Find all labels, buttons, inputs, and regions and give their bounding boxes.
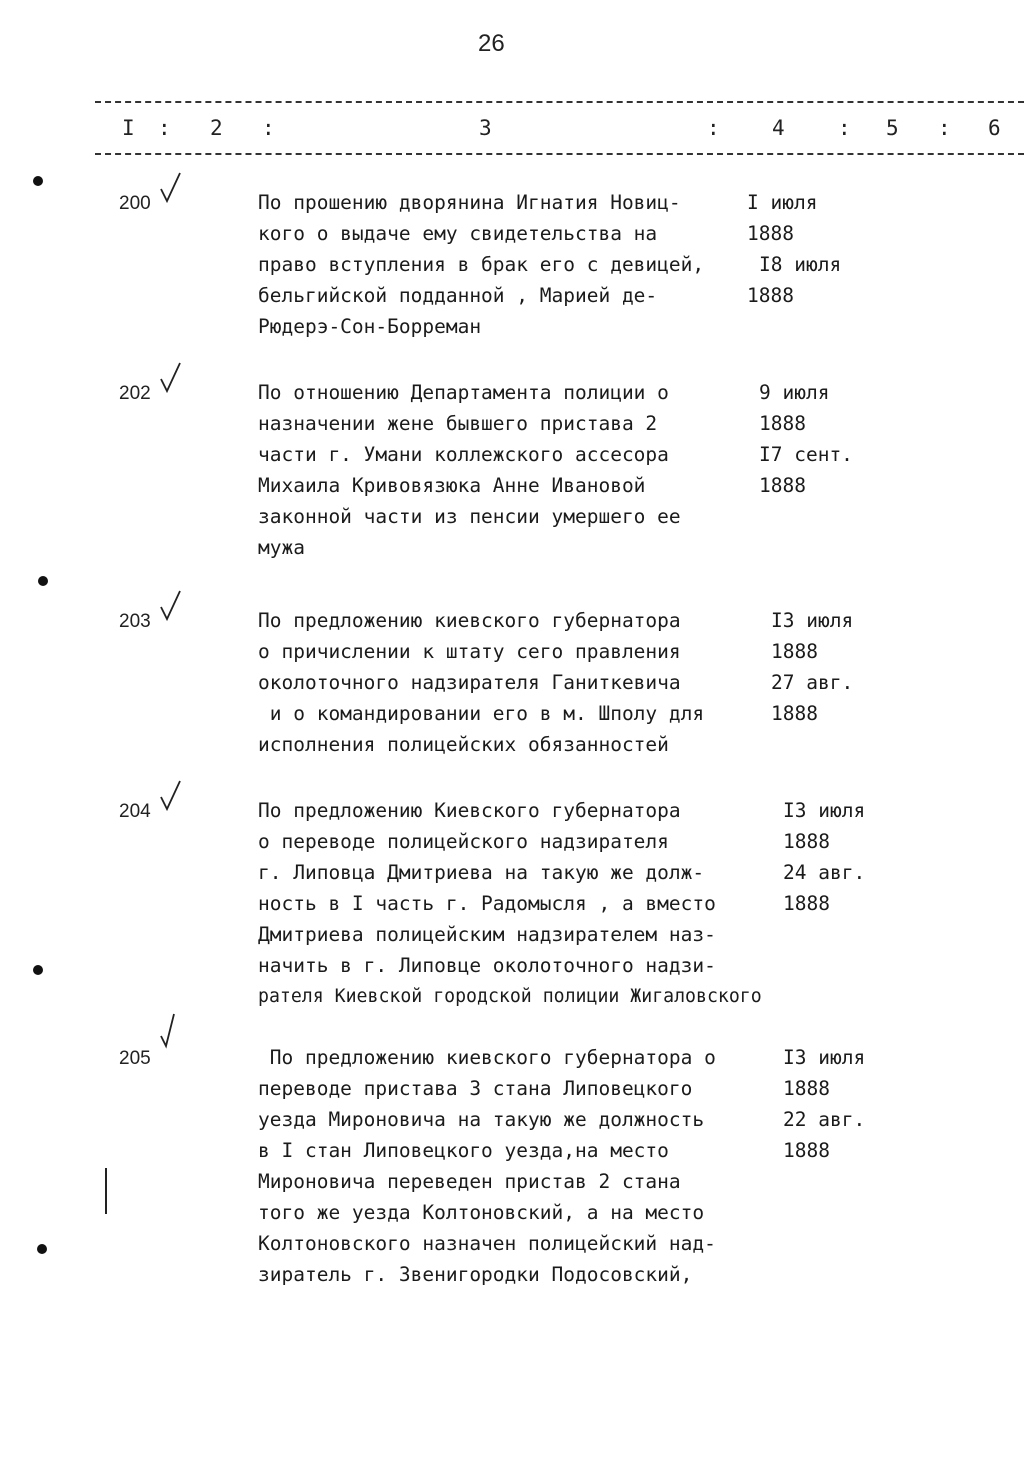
- column-header-1: I: [122, 116, 135, 140]
- binder-hole-mark: [33, 176, 43, 186]
- column-separator: :: [262, 116, 275, 140]
- entry-description-line: кого о выдаче ему свидетельства на: [258, 222, 658, 245]
- column-separator: :: [158, 116, 171, 140]
- entry-description-line: части г. Умани коллежского ассесора: [258, 443, 669, 466]
- entry-description-line: По отношению Департамента полиции о: [258, 381, 669, 404]
- entry-date-line: 9 июля: [759, 381, 830, 404]
- entry-description-line: околоточного надзирателя Ганиткевича: [258, 671, 681, 694]
- header-top-rule: [95, 101, 1024, 103]
- entry-date-line: 22 авг.: [783, 1108, 866, 1131]
- entry-description-line: в I стан Липовецкого уезда,на место: [258, 1139, 669, 1162]
- entry-date-line: 24 авг.: [783, 861, 866, 884]
- entry-date-line: 1888: [771, 702, 818, 725]
- entry-description-line: Колтоновского назначен полицейский над-: [258, 1232, 716, 1255]
- entry-date-line: 1888: [783, 1077, 830, 1100]
- entry-description-line: начить в г. Липовце околоточного надзи-: [258, 954, 716, 977]
- entry-date-line: I3 июля: [783, 799, 866, 822]
- entry-description-line: По прошению дворянина Игнатия Новиц-: [258, 191, 681, 214]
- entry-date-line: I8 июля: [759, 253, 842, 276]
- entry-description-line: По предложению киевского губернатора: [258, 609, 681, 632]
- column-header-3: 3: [479, 116, 492, 140]
- entry-description-line: того же уезда Колтоновский, а на место: [258, 1201, 705, 1224]
- entry-date-line: 1888: [783, 1139, 830, 1162]
- check-mark-icon: [158, 1012, 184, 1052]
- entry-date-line: I3 июля: [771, 609, 854, 632]
- entry-description-line: зиратель г. Звенигородки Подосовский,: [258, 1263, 693, 1286]
- entry-description-line: Дмитриева полицейским надзирателем наз-: [258, 923, 716, 946]
- entry-date-line: 1888: [747, 222, 794, 245]
- check-mark-icon: [158, 171, 184, 207]
- header-bottom-rule: [95, 153, 1024, 155]
- column-header-5: 5: [886, 116, 899, 140]
- entry-description-line: Мироновича переведен пристав 2 стана: [258, 1170, 681, 1193]
- entry-description-line: исполнения полицейских обязанностей: [258, 733, 669, 756]
- binder-hole-mark: [38, 576, 48, 586]
- page-number: 26: [478, 30, 505, 57]
- entry-description-line: законной части из пенсии умершего ее: [258, 505, 681, 528]
- entry-description-line: По предложению Киевского губернатора: [258, 799, 681, 822]
- column-separator: :: [838, 116, 851, 140]
- check-mark-icon: [158, 779, 184, 815]
- column-header-4: 4: [772, 116, 785, 140]
- entry-date-line: 1888: [759, 474, 806, 497]
- entry-description-line: Рюдерэ-Сон-Борреман: [258, 315, 482, 338]
- entry-description-line: переводе пристава 3 стана Липовецкого: [258, 1077, 693, 1100]
- entry-description-line: г. Липовца Дмитриева на такую же долж-: [258, 861, 705, 884]
- column-header-2: 2: [210, 116, 223, 140]
- entry-description-line: бельгийской подданной , Марией де-: [258, 284, 658, 307]
- entry-date-line: I июля: [747, 191, 818, 214]
- entry-description-line: право вступления в брак его с девицей,: [258, 253, 705, 276]
- column-separator: :: [938, 116, 951, 140]
- entry-date-line: 1888: [783, 830, 830, 853]
- binder-hole-mark: [33, 965, 43, 975]
- entry-description-line: По предложению киевского губернатора о: [258, 1046, 716, 1069]
- entry-date-line: 1888: [747, 284, 794, 307]
- entry-number: 202: [119, 383, 151, 404]
- entry-description-line: ность в I часть г. Радомысля , а вместо: [258, 892, 716, 915]
- entry-description-line: назначении жене бывшего пристава 2: [258, 412, 658, 435]
- entry-date-line: 1888: [783, 892, 830, 915]
- margin-pen-mark: [105, 1168, 107, 1214]
- column-separator: :: [707, 116, 720, 140]
- entry-number: 205: [119, 1048, 151, 1069]
- entry-description-line: рателя Киевской городской полиции Жигаловского: [258, 986, 762, 1007]
- entry-date-line: 1888: [771, 640, 818, 663]
- column-header-6: 6: [988, 116, 1001, 140]
- entry-description-line: о переводе полицейского надзирателя: [258, 830, 669, 853]
- entry-number: 200: [119, 193, 151, 214]
- entry-number: 204: [119, 801, 151, 822]
- entry-date-line: I3 июля: [783, 1046, 866, 1069]
- entry-description-line: Михаила Кривовязюка Анне Ивановой: [258, 474, 646, 497]
- check-mark-icon: [158, 589, 184, 625]
- entry-date-line: I7 сент.: [759, 443, 853, 466]
- entry-date-line: 27 авг.: [771, 671, 854, 694]
- binder-hole-mark: [37, 1244, 47, 1254]
- entry-description-line: уезда Мироновича на такую же должность: [258, 1108, 705, 1131]
- entry-description-line: о причислении к штату сего правления: [258, 640, 681, 663]
- entry-number: 203: [119, 611, 151, 632]
- entry-description-line: и о командировании его в м. Шполу для: [258, 702, 705, 725]
- entry-date-line: 1888: [759, 412, 806, 435]
- entry-description-line: мужа: [258, 536, 305, 559]
- check-mark-icon: [158, 361, 184, 397]
